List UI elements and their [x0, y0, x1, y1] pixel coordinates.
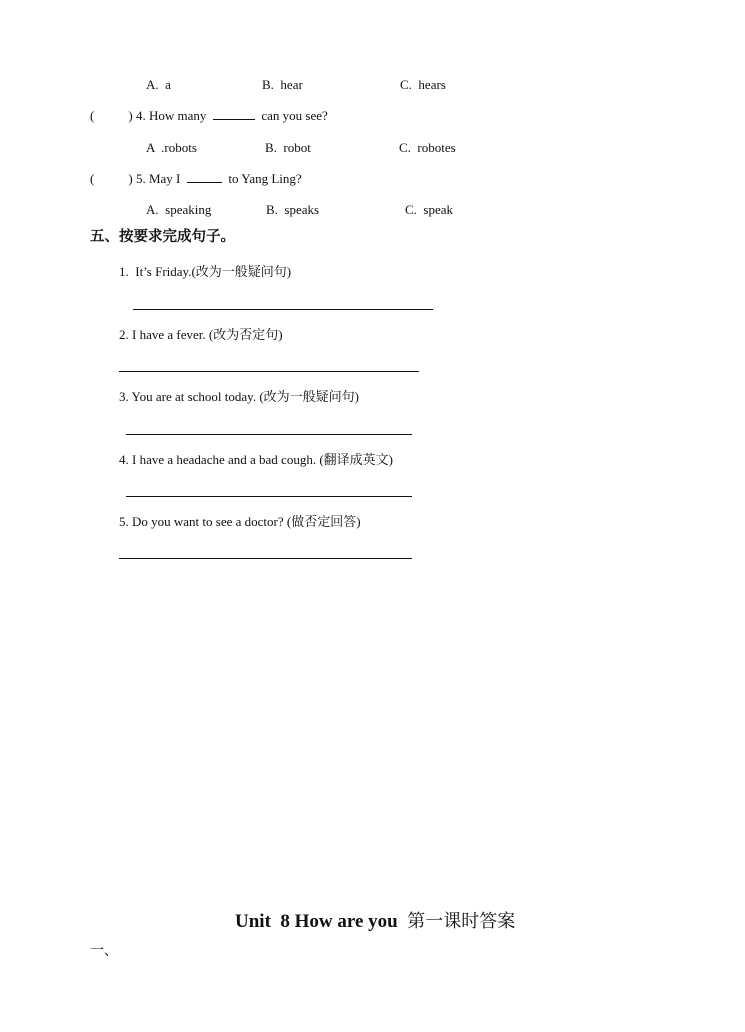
- section-5-item-2: 2. I have a fever. (改为否定句): [119, 327, 283, 342]
- q5-blank: [187, 171, 222, 183]
- q4-paren-open: (: [90, 108, 95, 123]
- section-5-item-5: 5. Do you want to see a doctor? (做否定回答): [119, 514, 361, 529]
- question-5: [90, 171, 302, 187]
- section-5-item-3: 3. You are at school today. (改为一般疑问句): [119, 389, 359, 404]
- q4-option-a: A .robots: [146, 140, 197, 155]
- answer-key-title: [235, 910, 515, 934]
- q5-option-b: B. speaks: [266, 202, 320, 217]
- answer-line-3[interactable]: [126, 434, 412, 435]
- answer-key-section-1: 一、: [90, 943, 118, 959]
- answer-line-5[interactable]: [119, 558, 412, 559]
- question-4: [90, 108, 328, 124]
- answer-key-title-cn: 第一课时答案: [407, 911, 516, 932]
- q5-paren-open: (: [90, 171, 95, 186]
- section-5-title: 五、按要求完成句子。: [90, 229, 235, 245]
- q4-number: 4.: [135, 108, 146, 123]
- section-5-item-1: 1. It’s Friday.(改为一般疑问句): [119, 264, 292, 279]
- q3-option-b: B. hear: [262, 77, 303, 92]
- section-5-item-4: 4. I have a headache and a bad cough. (翻译成英文): [119, 452, 393, 467]
- q5-option-a: A. speaking: [146, 202, 212, 217]
- answer-line-1[interactable]: [133, 309, 433, 310]
- answer-key-title-en: Unit 8 How are you: [235, 911, 398, 932]
- answer-line-2[interactable]: [119, 371, 419, 372]
- q5-option-c: C. speak: [405, 202, 454, 217]
- answer-line-4[interactable]: [126, 496, 412, 497]
- q4-option-c: C. robotes: [399, 140, 456, 155]
- q4-text-before: How many: [148, 108, 207, 123]
- q4-paren-close: ): [128, 108, 133, 123]
- q3-option-a: A. a: [146, 77, 171, 92]
- q4-option-b: B. robot: [265, 140, 311, 155]
- q5-paren-close: ): [128, 171, 133, 186]
- q3-option-c: C. hears: [400, 77, 446, 92]
- q4-blank: [213, 108, 255, 120]
- q4-text-after: can you see?: [261, 108, 328, 123]
- q5-text-after: to Yang Ling?: [228, 171, 302, 186]
- q5-number: 5.: [135, 171, 146, 186]
- q5-text-before: May I: [148, 171, 181, 186]
